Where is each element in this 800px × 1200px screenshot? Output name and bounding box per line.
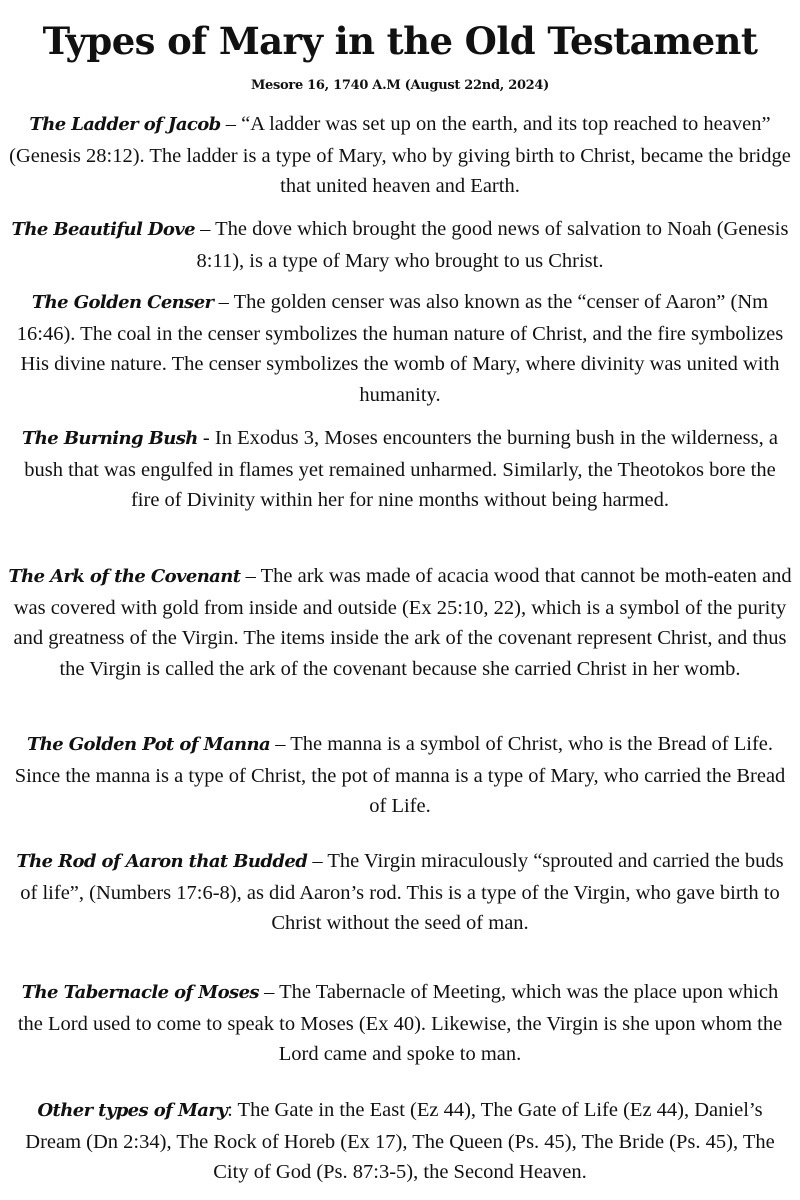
entry-term: The Burning Bush <box>22 428 198 449</box>
entry-text: The dove which brought the good news of salvation to Noah (Genesis 8:11), is a type of Mary who brought to us Christ. <box>196 218 789 272</box>
entry-term: The Ark of the Covenant <box>8 566 241 587</box>
entry-separator: : <box>227 1099 238 1121</box>
page-title: Types of Mary in the Old Testament <box>42 19 758 63</box>
entry-text: The manna is a symbol of Christ, who is the Bread of Life. Since the manna is a type of Christ, the pot of manna is a type of Mary, who carried the Bread of Life. <box>14 733 786 817</box>
entry-term: The Ladder of Jacob <box>29 114 221 135</box>
entry-text: “A ladder was set up on the earth, and its top reached to heaven” (Genesis 28:12). The ladder is a type of Mary, who by giving birth to Christ, became the bridge that united heaven and Earth. <box>9 113 791 197</box>
entry-term: Other types of Mary <box>37 1100 228 1121</box>
entry-separator: - <box>197 427 215 449</box>
entry-term: The Golden Pot of Manna <box>26 734 271 755</box>
entry-separator: – <box>307 850 328 872</box>
entry-burning-bush <box>8 423 792 516</box>
entry-ladder-of-jacob <box>8 109 792 202</box>
entry-tabernacle-of-moses <box>8 977 792 1070</box>
entry-separator: – <box>213 291 234 313</box>
entry-ark-of-the-covenant <box>8 561 792 684</box>
entry-term: The Golden Censer <box>31 292 214 313</box>
entry-golden-pot-of-manna <box>8 729 792 822</box>
date-subtitle: Mesore 16, 1740 A.M (August 22nd, 2024) <box>250 78 550 93</box>
entry-text: The Tabernacle of Meeting, which was the place upon which the Lord used to come to speak to Moses (Ex 40). Likewise, the Virgin is she upon whom the Lord came and spoke to man. <box>17 981 783 1065</box>
entry-separator: – <box>240 565 261 587</box>
entry-text: The Gate in the East (Ez 44), The Gate of Life (Ez 44), Daniel’s Dream (Dn 2:34), The Rock of Horeb (Ex 17), The Queen (Ps. 45), The Bride (Ps. 45), The City of God (Ps. 87:3-5), the Second Heaven. <box>25 1099 775 1183</box>
entry-separator: – <box>258 981 280 1003</box>
entry-rod-of-aaron <box>8 846 792 939</box>
entry-separator: – <box>194 218 216 240</box>
entry-other-types <box>8 1095 792 1188</box>
entry-term: The Tabernacle of Moses <box>21 982 259 1003</box>
entry-golden-censer <box>8 287 792 410</box>
entry-text: In Exodus 3, Moses encounters the burning bush in the wilderness, a bush that was engulfed in flames yet remained unharmed. Similarly, the Theotokos bore the fire of Divinity within her for nine months without being harmed. <box>24 427 778 511</box>
entry-text: The golden censer was also known as the “censer of Aaron” (Nm 16:46). The coal in the censer symbolizes the human nature of Christ, and the fire symbolizes His divine nature. The censer symbolizes the womb of Mary, where divinity was united with humanity. <box>16 291 784 406</box>
entry-term: The Beautiful Dove <box>11 219 195 240</box>
entry-text: The Virgin miraculously “sprouted and carried the buds of life”, (Numbers 17:6-8), as did Aaron’s rod. This is a type of the Virgin, who gave birth to Christ without the seed of man. <box>20 850 784 934</box>
entry-separator: – <box>270 733 291 755</box>
entry-beautiful-dove <box>8 214 792 276</box>
entry-text: The ark was made of acacia wood that cannot be moth-eaten and was covered with gold from inside and outside (Ex 25:10, 22), which is a symbol of the purity and greatness of the Virgin. The items inside the ark of the covenant represent Christ, and thus the Virgin is called the ark of the covenant because she carried Christ in her womb. <box>13 565 792 680</box>
entry-term: The Rod of Aaron that Budded <box>16 851 308 872</box>
entry-separator: – <box>220 113 242 135</box>
